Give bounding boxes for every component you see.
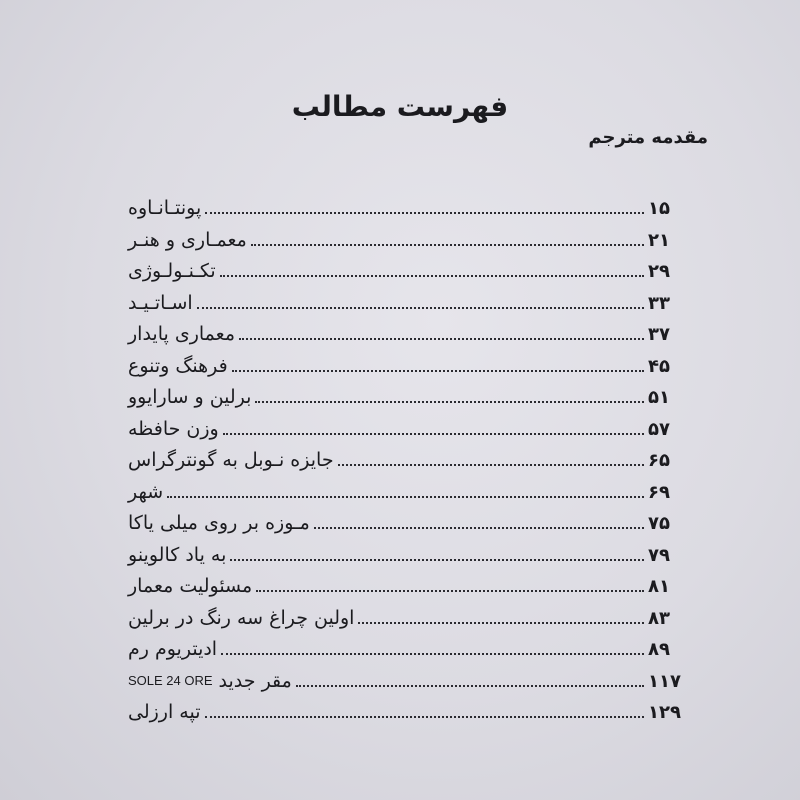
toc-page-number: ۶۹ [648, 481, 670, 503]
toc-entry-title-text: ادیتریوم رم [128, 638, 218, 660]
toc-entry-title-text: فرهنگ وتنوع [128, 354, 228, 377]
toc-entry-title-text: شهر [128, 480, 164, 503]
toc-entry-title [128, 638, 217, 660]
dot-leader [256, 589, 644, 592]
toc-entry-title [128, 449, 334, 471]
toc-entry [128, 512, 688, 544]
toc-entry-title [128, 544, 226, 566]
toc-entry-title [128, 481, 163, 503]
toc-entry-title-text: به یاد کالوینو [128, 543, 227, 566]
dot-leader [232, 369, 644, 372]
dot-leader [205, 715, 644, 718]
toc-entry-title-text: وزن حافظه [128, 417, 219, 440]
toc-entry [128, 575, 688, 607]
toc-page-number: ۱۱۷ [648, 670, 681, 692]
toc-page-number: ۱۲۹ [648, 702, 681, 723]
translator-preface-heading: مقدمه مترجم [588, 127, 708, 148]
page-title: فهرست مطالب [291, 90, 509, 123]
dot-leader [167, 495, 644, 498]
dot-leader [230, 558, 644, 561]
dot-leader [221, 652, 644, 655]
toc-entry-title [128, 670, 292, 692]
toc-entry-title [128, 355, 228, 377]
toc-entry-title-text: پونتـانـاوه [128, 197, 202, 219]
toc-entry [128, 670, 688, 702]
table-of-contents [128, 197, 688, 733]
dot-leader [296, 684, 644, 687]
toc-entry-title [128, 418, 219, 440]
toc-entry [128, 323, 688, 355]
toc-page-number: ۶۵ [648, 450, 670, 471]
dot-leader [251, 243, 644, 246]
toc-entry-title-text: معمـاری و هنـر [128, 228, 247, 251]
toc-entry [128, 418, 688, 450]
toc-entry [128, 701, 688, 733]
toc-page-number: ۵۷ [648, 418, 670, 440]
toc-entry [128, 355, 688, 387]
toc-entry [128, 260, 688, 292]
toc-entry [128, 386, 688, 418]
dot-leader [205, 211, 644, 214]
toc-entry-title [128, 607, 354, 629]
toc-entry [128, 544, 688, 576]
toc-page-number: ۱۵ [648, 198, 670, 219]
toc-page-number: ۸۳ [648, 607, 670, 629]
dot-leader [223, 432, 644, 435]
toc-page-number: ۲۱ [648, 229, 670, 251]
toc-entry [128, 197, 688, 229]
toc-entry-title [128, 386, 251, 408]
toc-entry [128, 229, 688, 261]
toc-page-number: ۵۱ [648, 387, 670, 408]
dot-leader [358, 621, 644, 624]
toc-entry [128, 292, 688, 324]
dot-leader [314, 526, 644, 529]
toc-entry-title [128, 512, 310, 534]
toc-entry-title-text: مـوزه بر روی میلی یاکا [128, 512, 310, 534]
toc-entry-title [128, 323, 235, 345]
dot-leader [255, 400, 644, 403]
toc-page-number: ۷۵ [648, 513, 670, 534]
toc-entry [128, 607, 688, 639]
toc-entry-title-text: برلین و سارایوو [128, 386, 252, 408]
toc-page-number: ۳۷ [648, 324, 670, 345]
toc-entry-title-text: تکـنـولـوژی [128, 260, 216, 282]
toc-entry-title-text: تپه ارزلی [128, 701, 201, 723]
toc-page-number: ۴۵ [648, 355, 670, 377]
toc-entry [128, 638, 688, 670]
toc-entry-title-text: مسئولیت معمار [128, 575, 253, 597]
toc-page-number: ۸۹ [648, 639, 670, 660]
dot-leader [239, 337, 644, 340]
toc-entry-title-text: مقر جدید [218, 669, 292, 692]
dot-leader [220, 274, 644, 277]
toc-page-number: ۷۹ [648, 544, 670, 566]
toc-entry-title [128, 260, 216, 282]
toc-entry-title [128, 229, 247, 251]
toc-page-number: ۲۹ [648, 261, 670, 282]
toc-page-number: ۸۱ [648, 576, 670, 597]
toc-entry-title-text: جایزه نـوبل به گونترگراس [128, 449, 334, 471]
toc-entry-title-latin: SOLE 24 ORE [128, 673, 213, 688]
toc-entry [128, 449, 688, 481]
toc-entry-title [128, 575, 252, 597]
toc-entry-title [128, 197, 201, 219]
toc-entry-title-text: اسـاتـیـد [128, 291, 193, 314]
toc-entry [128, 481, 688, 513]
dot-leader [197, 306, 644, 309]
toc-page-number: ۳۳ [648, 292, 670, 314]
toc-entry-title [128, 292, 193, 314]
toc-entry-title-text: معماری پایدار [128, 323, 235, 345]
toc-entry-title [128, 701, 201, 723]
dot-leader [338, 463, 644, 466]
toc-entry-title-text: اولین چراغ سه رنگ در برلین [128, 606, 355, 629]
